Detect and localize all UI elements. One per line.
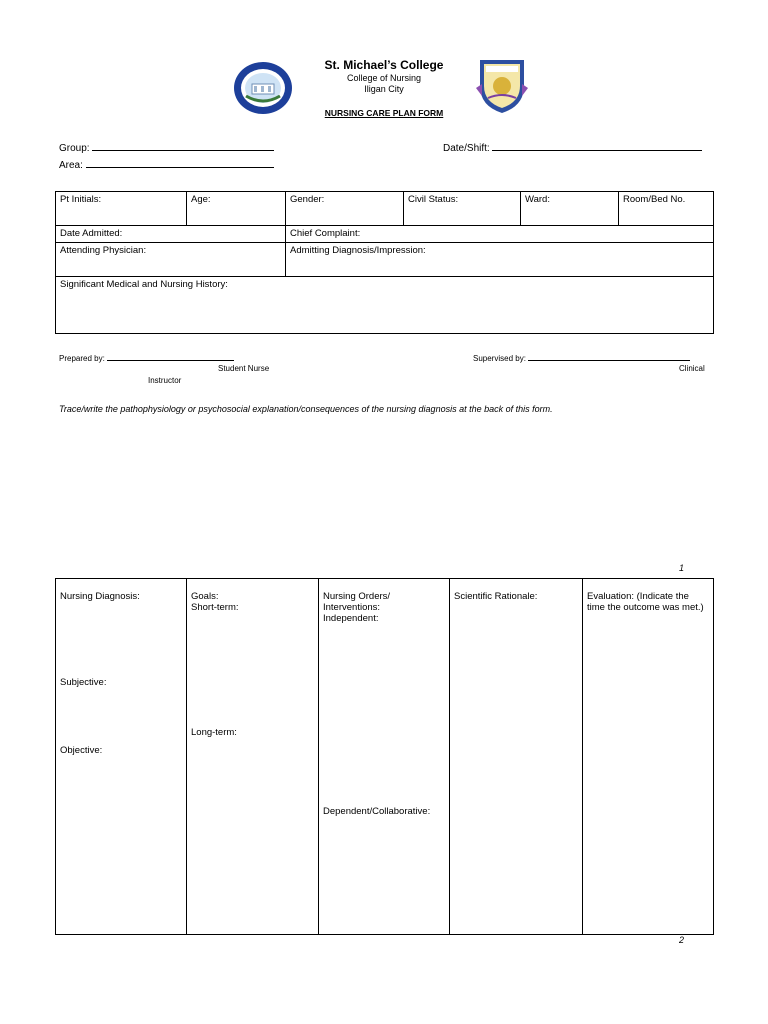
- page-number-1: 1: [679, 563, 685, 573]
- nursing-diagnosis-column[interactable]: [56, 579, 187, 935]
- civil-status-cell[interactable]: Civil Status:: [404, 192, 521, 226]
- room-bed-cell[interactable]: Room/Bed No.: [619, 192, 714, 226]
- clinical-label: Clinical: [679, 364, 705, 373]
- dependent-label: Dependent/Collaborative:: [323, 806, 431, 817]
- chief-complaint-cell[interactable]: Chief Complaint:: [286, 226, 714, 243]
- short-term-label: Short-term:: [191, 602, 239, 613]
- page-number-2: 2: [679, 935, 685, 945]
- scientific-rationale-column[interactable]: [450, 579, 583, 935]
- group-label: Group:: [59, 143, 90, 154]
- nursing-diagnosis-label: Nursing Diagnosis:: [60, 591, 140, 602]
- ward-cell[interactable]: Ward:: [521, 192, 619, 226]
- age-cell[interactable]: Age:: [187, 192, 286, 226]
- city-name: Iligan City: [364, 84, 404, 94]
- goals-column[interactable]: [187, 579, 319, 935]
- care-plan-table: [55, 578, 714, 935]
- history-cell[interactable]: Significant Medical and Nursing History:: [56, 277, 714, 334]
- group-field[interactable]: [59, 141, 274, 154]
- interventions-label: Interventions:: [323, 602, 381, 613]
- long-term-label: Long-term:: [191, 727, 237, 738]
- nursing-shield-logo: [472, 56, 532, 116]
- college-name: St. Michael’s College: [324, 58, 444, 72]
- prepared-by-field[interactable]: Prepared by:: [59, 353, 234, 363]
- date-shift-field[interactable]: [443, 141, 702, 154]
- evaluation-label-line1: Evaluation: (Indicate the: [587, 591, 689, 602]
- admitting-diagnosis-cell[interactable]: Admitting Diagnosis/Impression:: [286, 243, 714, 277]
- evaluation-label-line2: time the outcome was met.): [587, 602, 704, 613]
- form-title: NURSING CARE PLAN FORM: [324, 108, 444, 118]
- objective-label: Objective:: [60, 745, 103, 756]
- attending-physician-cell[interactable]: Attending Physician:: [56, 243, 286, 277]
- instruction-text: Trace/write the pathophysiology or psychosocial explanation/consequences of the nursing diagnosis at the back of this form.: [59, 404, 553, 414]
- college-seal-logo: [232, 60, 294, 116]
- subjective-label: Subjective:: [60, 677, 107, 688]
- gender-cell[interactable]: Gender:: [286, 192, 404, 226]
- instructor-label: Instructor: [148, 376, 182, 385]
- scientific-rationale-label: Scientific Rationale:: [454, 591, 538, 602]
- area-label: Area:: [59, 160, 83, 171]
- supervised-by-field[interactable]: Supervised by:: [473, 353, 690, 363]
- date-admitted-cell[interactable]: Date Admitted:: [56, 226, 286, 243]
- patient-info-table: [55, 191, 714, 334]
- goals-label: Goals:: [191, 591, 219, 602]
- student-nurse-label: Student Nurse: [218, 364, 270, 373]
- nursing-orders-label: Nursing Orders/: [323, 591, 391, 602]
- department-name: College of Nursing: [346, 73, 422, 83]
- nursing-orders-column[interactable]: [319, 579, 450, 935]
- area-field[interactable]: [59, 158, 274, 171]
- evaluation-column[interactable]: [583, 579, 714, 935]
- independent-label: Independent:: [323, 613, 379, 624]
- pt-initials-cell[interactable]: Pt Initials:: [56, 192, 187, 226]
- date-shift-label: Date/Shift:: [443, 143, 490, 154]
